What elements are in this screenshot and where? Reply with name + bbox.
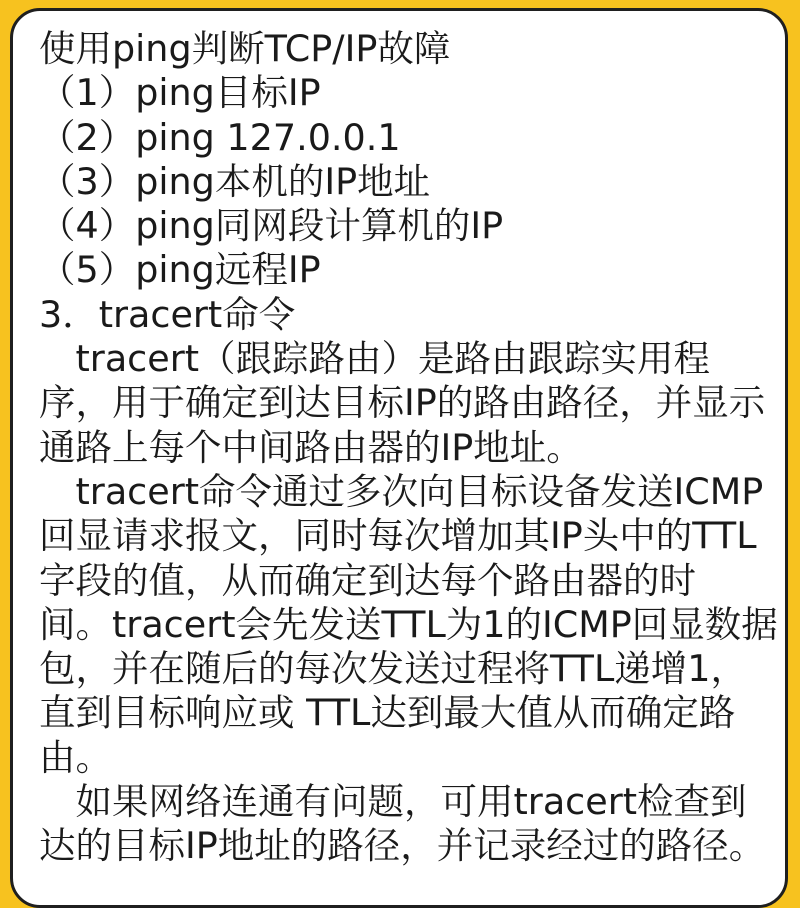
- paragraph-line: 序，用于确定到达目标IP的路由路径，并显示: [39, 381, 766, 425]
- article-card: [10, 8, 788, 908]
- paragraph-line: 包，并在随后的每次发送过程将TTL递增1，: [39, 647, 748, 691]
- list-item: （2）ping 127.0.0.1: [39, 115, 401, 159]
- paragraph-line: 通路上每个中间路由器的IP地址。: [39, 425, 583, 469]
- paragraph-line: 如果网络连通有问题，可用tracert检查到: [39, 780, 747, 824]
- paragraph-line: tracert（跟踪路由）是路由跟踪实用程: [39, 337, 711, 381]
- paragraph-line: tracert命令通过多次向目标设备发送ICMP: [39, 469, 764, 513]
- paragraph-line: 字段的值，从而确定到达每个路由器的时: [39, 558, 696, 602]
- list-item: （4）ping同网段计算机的IP: [39, 204, 504, 248]
- section-heading: 使用ping判断TCP/IP故障: [39, 27, 451, 70]
- list-item: （3）ping本机的IP地址: [39, 159, 431, 203]
- paragraph-line: 间。tracert会先发送TTL为1的ICMP回显数据: [39, 602, 778, 646]
- paragraph-line: 直到目标响应或 TTL达到最大值从而确定路: [39, 691, 736, 735]
- paragraph-line: 达的目标IP地址的路径，并记录经过的路径。: [39, 824, 766, 868]
- article-text: [39, 27, 779, 869]
- list-item: （5）ping远程IP: [39, 248, 321, 292]
- paragraph-line: 由。: [39, 735, 112, 779]
- paragraph-line: 回显请求报文，同时每次增加其IP头中的TTL: [39, 514, 757, 558]
- list-item: （1）ping目标IP: [39, 71, 321, 115]
- section-heading: 3．tracert命令: [39, 292, 296, 336]
